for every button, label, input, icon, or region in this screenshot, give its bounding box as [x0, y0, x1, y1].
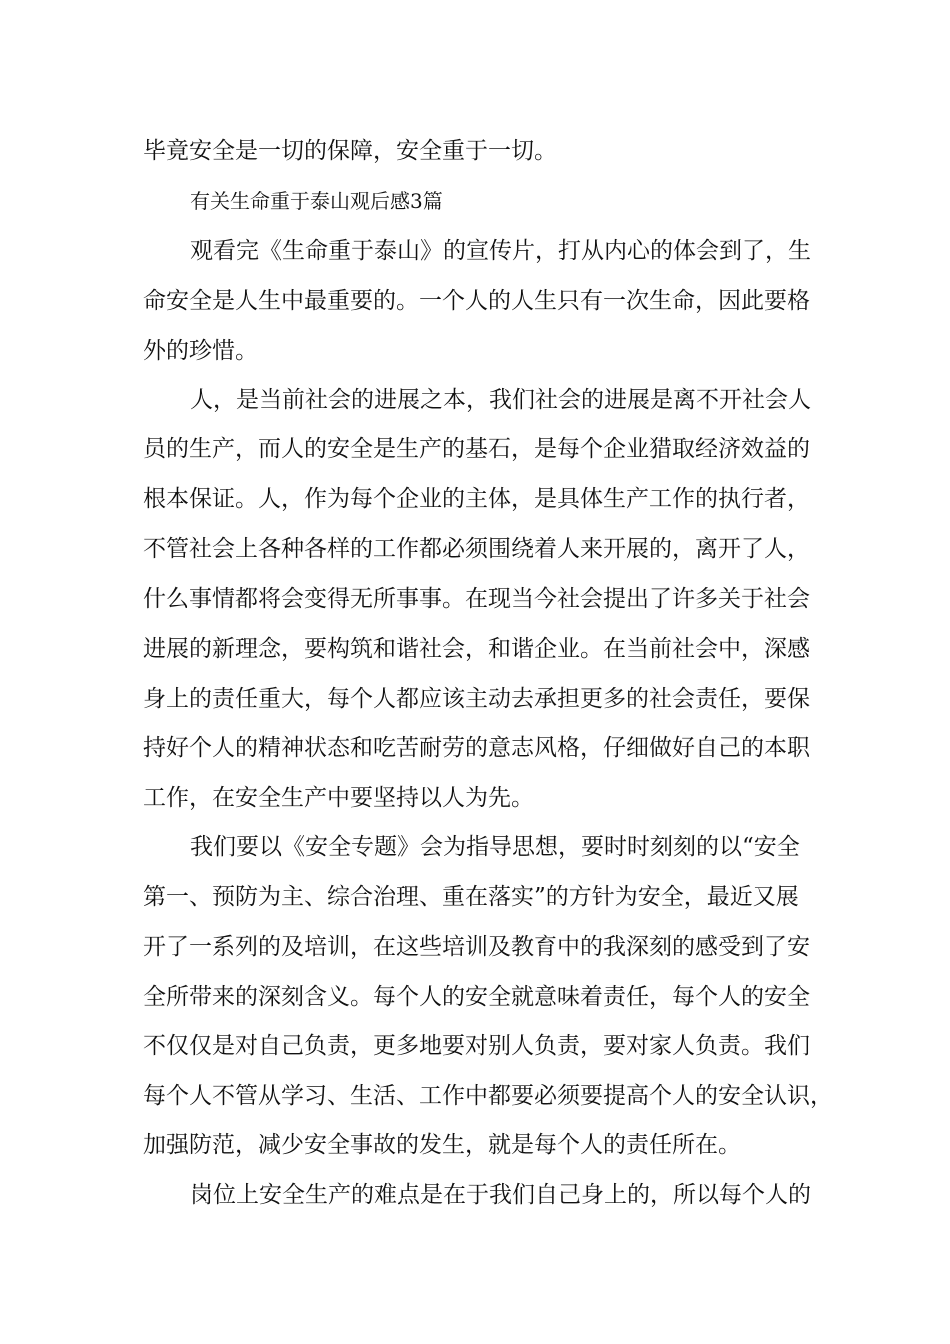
text-line: 根本保证。人，作为每个企业的主体，是具体生产工作的执行者， — [143, 486, 810, 512]
text-line: 工作，在安全生产中要坚持以人为先。 — [143, 785, 534, 811]
text-line: 开了一系列的及培训，在这些培训及教育中的我深刻的感受到了安 — [143, 934, 810, 960]
text-line: 身上的责任重大，每个人都应该主动去承担更多的社会责任，要保 — [143, 686, 810, 712]
text-line: 员的生产，而人的安全是生产的基石，是每个企业猎取经济效益的 — [143, 436, 810, 462]
text-line: 毕竟安全是一切的保障，安全重于一切。 — [143, 138, 557, 164]
text-line: 岗位上安全生产的难点是在于我们自己身上的，所以每个人的 — [190, 1182, 811, 1208]
text-line: 人，是当前社会的进展之本，我们社会的进展是离不开社会人 — [190, 387, 811, 413]
text-line: 全所带来的深刻含义。每个人的安全就意味着责任，每个人的安全 — [143, 984, 810, 1010]
text-line: 我们要以《安全专题》会为指导思想，要时时刻刻的以“安全 — [190, 834, 800, 860]
text-line: 什么事情都将会变得无所事事。在现当今社会提出了许多关于社会 — [143, 586, 810, 612]
text-line: 不管社会上各种各样的工作都必须围绕着人来开展的，离开了人， — [143, 536, 810, 562]
section-title: 有关生命重于泰山观后感3篇 — [190, 189, 443, 213]
text-line: 外的珍惜。 — [143, 338, 258, 364]
text-line: 不仅仅是对自己负责，更多地要对别人负责，要对家人负责。我们 — [143, 1033, 810, 1059]
text-line: 持好个人的精神状态和吃苦耐劳的意志风格，仔细做好自己的本职 — [143, 735, 810, 761]
text-line: 第一、预防为主、综合治理、重在落实”的方针为安全，最近又展 — [143, 884, 799, 910]
text-line: 进展的新理念，要构筑和谐社会，和谐企业。在当前社会中，深感 — [143, 636, 810, 662]
text-line: 每个人不管从学习、生活、工作中都要必须要提高个人的安全认识， — [143, 1083, 833, 1109]
text-line: 命安全是人生中最重要的。一个人的人生只有一次生命，因此要格 — [143, 288, 810, 314]
text-line: 加强防范，减少安全事故的发生，就是每个人的责任所在。 — [143, 1132, 741, 1158]
text-line: 观看完《生命重于泰山》的宣传片，打从内心的体会到了，生 — [190, 238, 811, 264]
